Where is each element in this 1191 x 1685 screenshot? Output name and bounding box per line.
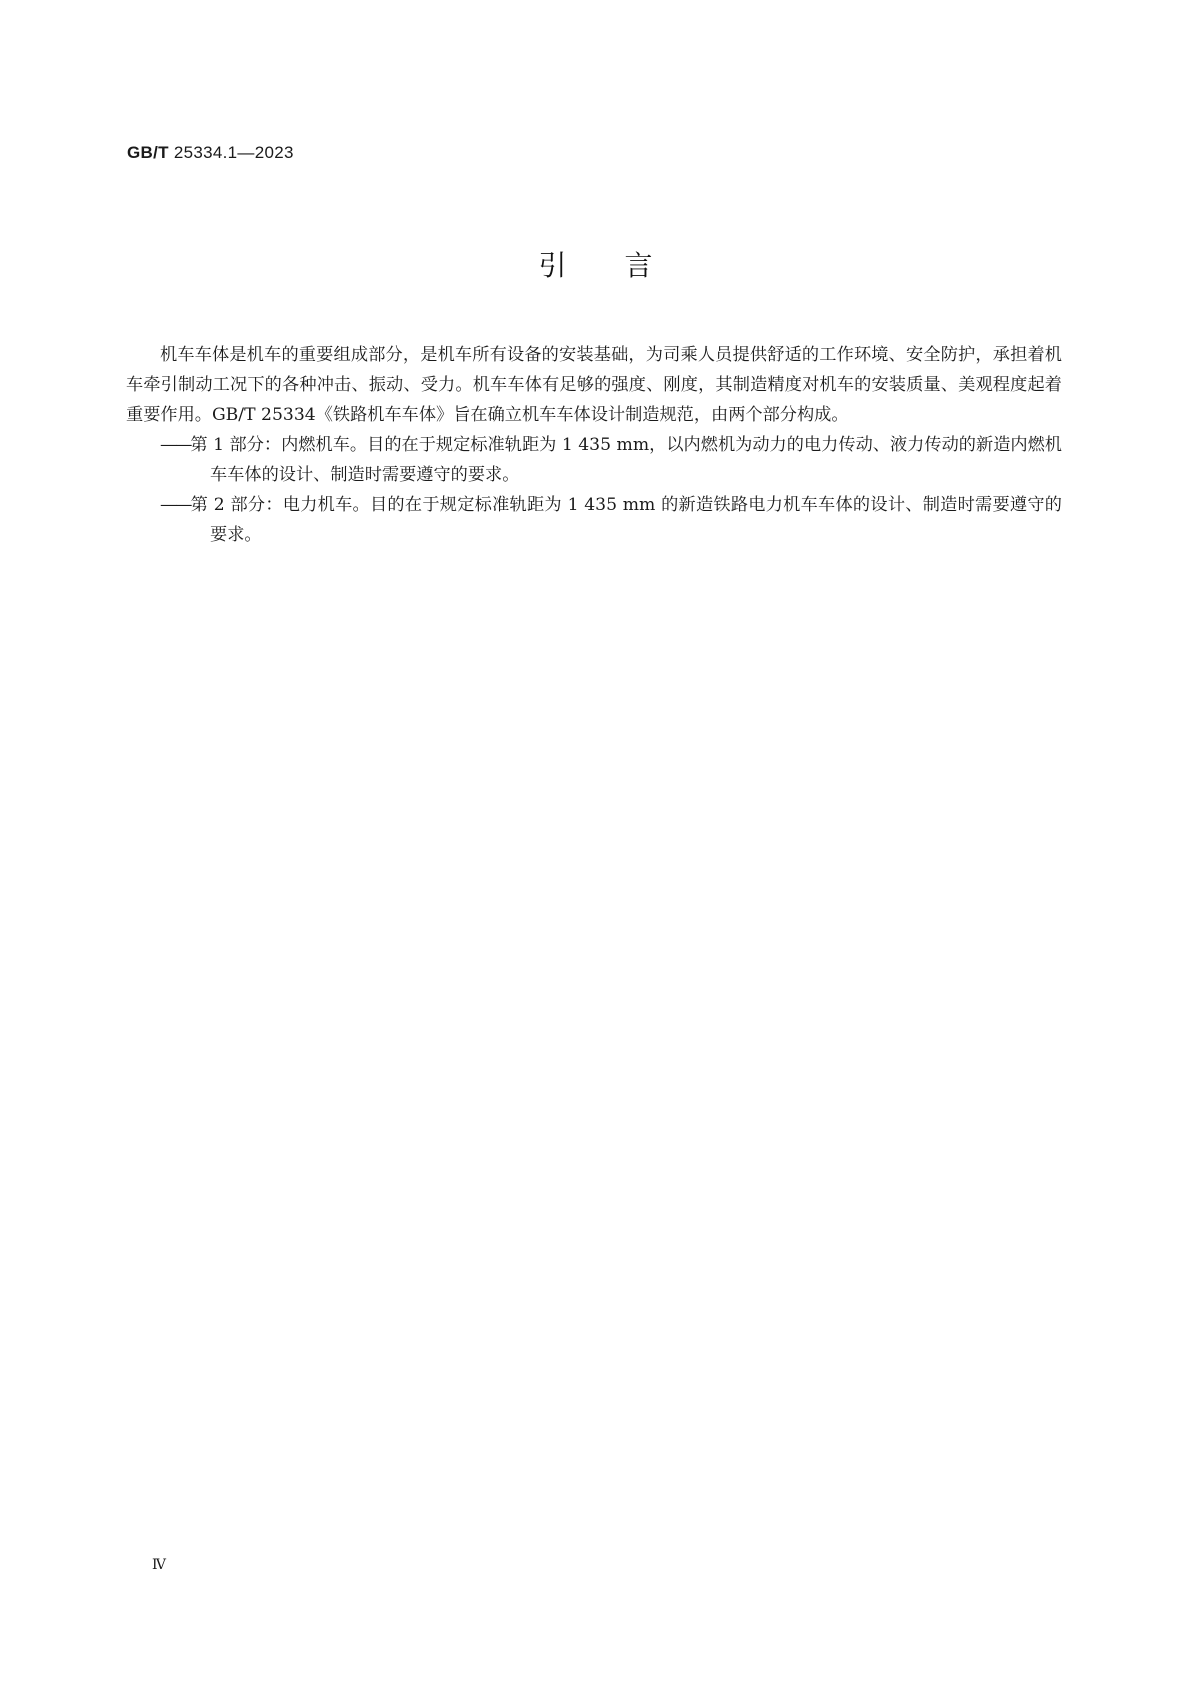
section-title: 引言 bbox=[538, 249, 711, 282]
introduction-body bbox=[126, 340, 1062, 550]
list-item-text: 第 1 部分：内燃机车。目的在于规定标准轨距为 1 435 mm，以内燃机为动力的电力传动、液力传动的新造内燃机车车体的设计、制造时需要遵守的要求。 bbox=[190, 435, 1062, 485]
standard-prefix: GB/T bbox=[127, 143, 169, 162]
list-dash: —— bbox=[160, 435, 191, 455]
page-number: Ⅳ bbox=[152, 1557, 166, 1573]
intro-paragraph: 机车车体是机车的重要组成部分，是机车所有设备的安装基础，为司乘人员提供舒适的工作环境、安全防护，承担着机车牵引制动工况下的各种冲击、振动、受力。机车车体有足够的强度、刚度，其制造精度对机车的安装质量、美观程度起着重要作用。GB/T 25334《铁路机车车体》旨在确立机车车体设计制造规范，由两个部分构成。 bbox=[126, 345, 1062, 425]
list-item-text: 第 2 部分：电力机车。目的在于规定标准轨距为 1 435 mm 的新造铁路电力机车车体的设计、制造时需要遵守的要求。 bbox=[190, 495, 1062, 545]
list-item-part-1 bbox=[126, 430, 1062, 490]
document-code bbox=[127, 143, 294, 163]
standard-number: 25334.1—2023 bbox=[173, 143, 294, 162]
list-dash: —— bbox=[160, 495, 191, 515]
list-item-part-2 bbox=[126, 490, 1062, 550]
